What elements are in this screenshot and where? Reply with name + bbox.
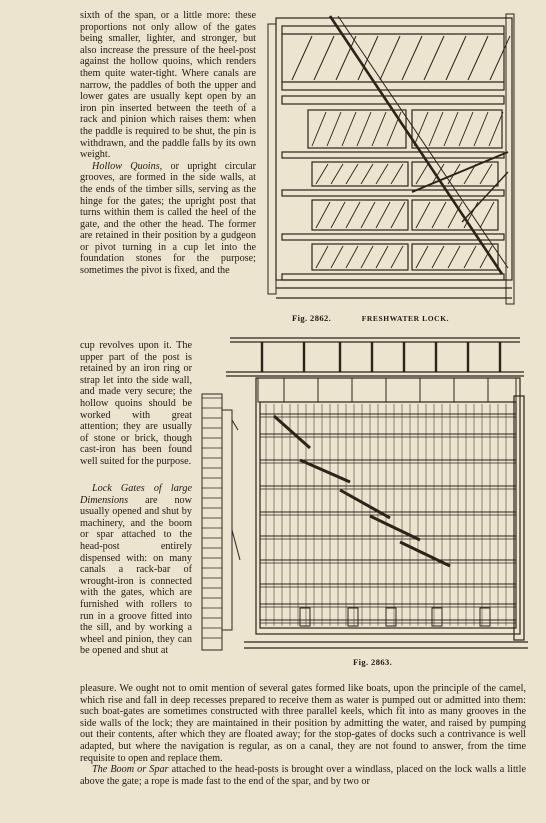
figure-2862-label: Fig. 2862. [292,313,332,323]
text-column-middle [80,340,192,468]
figure-2862-caption [292,313,452,323]
figure-2862-lock-gate [262,12,526,310]
paragraph-boat-gates: pleasure. We ought not to omit mention of several gates formed like boats, upon the principle of the camel, which rise and fall in deep recesses prepared to receive them as water is pumped out or admitted into them: such boat-gates are sometimes constructed with three parallel keels, which fit into as many grooves in the side walls of the lock; they are maintained in their position by admitting the water, and raised by pumping out their contents, after which they are floated away; for the stop-gates of docks such a contrivance is well adapted, but where the navigation is regular, as on a canal, they are not found to answer, from the time requisite to open and replace them. [80,683,526,764]
paragraph-lock-gates [80,483,192,657]
text-column-lower [80,483,192,657]
text-column-top [80,10,256,277]
figure-2863-label: Fig. 2863. [353,657,393,667]
boom-spar-body: attached to the head-posts is brought over a windlass, placed on the lock walls a little above the gate; a rope is made fast to the end of the spar, and by two or [80,764,526,787]
heading-boom-spar: The Boom or Spar [92,764,169,776]
paragraph-hollow-quoins [80,161,256,277]
text-column-full-width [80,683,526,787]
paragraph-boom-spar [80,764,526,787]
lock-gates-body: are now usually opened and shut by machinery, and the boom or spar attached to the head-post entirely dispensed with: on many canals a rack-bar of wrought-iron is connected with the gates, which are furnished with rollers to run in a groove fitted into the sill, and by working a wheel and pinion, they can be opened and shut at [80,494,192,657]
heading-lock-gates: Lock Gates of large Dimensions [80,483,192,506]
paragraph-upper-post: cup revolves upon it. The upper part of the post is retained by an iron ring or strap let into the side wall, and made very secure; the hollow quoins should be worked with great attention; they are usually of stone or brick, though cast-iron has been found well suited for the purpose. [80,340,192,467]
figure-2862-title: FRESHWATER LOCK. [361,314,450,323]
heading-hollow-quoins: Hollow Quoins, [92,160,163,172]
figure-2863-caption [353,657,392,667]
hollow-quoins-body: or upright circular grooves, are formed in the side walls, at the ends of the timber sills, serving as the hinge for the gates; the upright post that turns within them is called the heel of the gate, and the other the head. The former are retained in their position by a gudgeon or pivot turning in a cup let into the foundation stones for the purpose; sometimes the pivot is fixed, and the [80,160,256,277]
figure-2863-large-lock-gate [200,330,530,652]
paragraph-gate-proportions: sixth of the span, or a little more: these proportions not only allow of the gates being smaller, lighter, and stronger, but also increase the pressure of the heel-post against the hollow quoins, which renders them quite water-tight. Where canals are narrow, the paddles of both the upper and lower gates are usually kept open by an iron pin inserted between the teeth of a rack and pinion which raises them: when the paddle is required to be shut, the pin is withdrawn, and the paddle falls by its own weight. [80,10,256,161]
